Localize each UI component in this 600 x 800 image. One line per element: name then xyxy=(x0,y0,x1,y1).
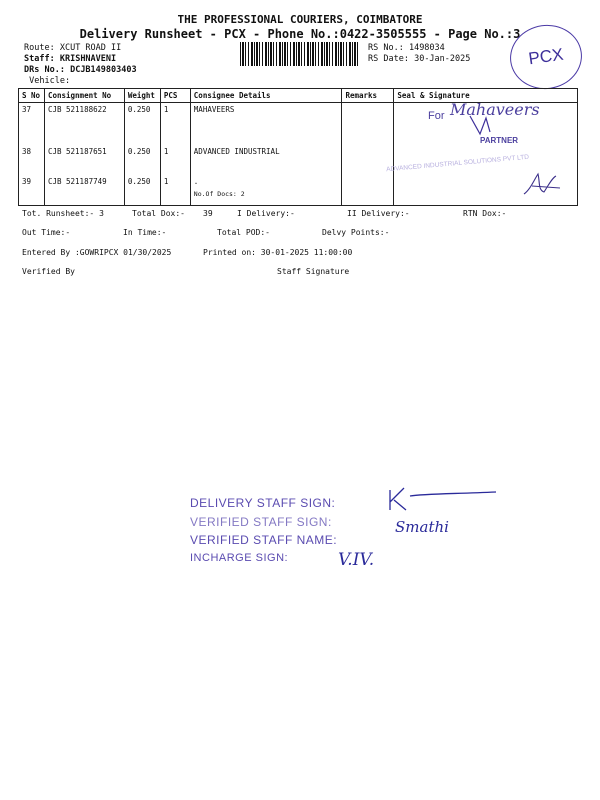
col-remarks: Remarks xyxy=(342,89,394,103)
col-consignment: Consignment No xyxy=(44,89,124,103)
delvy-points: Delvy Points:- xyxy=(322,228,390,237)
table-row: 37 CJB 521188622 0.250 1 MAHAVEERS xyxy=(19,103,578,146)
col-pcs: PCS xyxy=(160,89,190,103)
signature-icon xyxy=(520,170,565,198)
staff-name-handwritten: Smathi xyxy=(395,518,449,536)
incharge-handwritten: V.IV. xyxy=(338,550,375,570)
advanced-industrial-seal: ADVANCED INDUSTRIAL SOLUTIONS PVT LTD xyxy=(380,150,570,200)
signature-icon xyxy=(386,484,506,514)
total-dox: Total Dox:- xyxy=(132,209,185,218)
ii-delivery: II Delivery:- xyxy=(347,209,410,218)
total-dox-value: 39 xyxy=(203,209,213,218)
in-time: In Time:- xyxy=(123,228,167,237)
pcx-stamp: PCX xyxy=(506,20,586,93)
barcode xyxy=(240,42,360,66)
summary-line-1: Tot. Runsheet:- 3 xyxy=(22,209,104,218)
verification-stamp: DELIVERY STAFF SIGN: VERIFIED STAFF SIGN: VERIFIED STAFF NAME: INCHARGE SIGN: Smathi V.IV. xyxy=(190,490,510,580)
verified-by: Verified By xyxy=(22,267,75,276)
total-pod: Total POD:- xyxy=(217,228,270,237)
signature-icon xyxy=(468,112,508,138)
rs-info: RS No.: 1498034 RS Date: 30-Jan-2025 xyxy=(368,43,471,64)
table-row: 39 CJB 521187749 0.250 1 . No.Of Docs: 2 xyxy=(19,175,578,206)
company-title: THE PROFESSIONAL COURIERS, COIMBATORE xyxy=(177,13,423,26)
col-weight: Weight xyxy=(124,89,160,103)
rtn-dox: RTN Dox:- xyxy=(463,209,507,218)
i-delivery: I Delivery:- xyxy=(237,209,295,218)
printed-on: Printed on: 30-01-2025 11:00:00 xyxy=(203,248,353,257)
col-consignee: Consignee Details xyxy=(190,89,342,103)
runsheet-title: Delivery Runsheet - PCX - Phone No.:0422-3505555 - Page No.:3 xyxy=(79,27,521,41)
entered-by: Entered By :GOWRIPCX 01/30/2025 xyxy=(22,248,172,257)
mahaveers-seal: For Mahaveers PARTNER xyxy=(428,100,540,145)
route-info: Route: XCUT ROAD II Staff: KRISHNAVENI DRs No.: DCJB149803403 Vehicle: xyxy=(24,43,137,86)
staff-signature: Staff Signature xyxy=(277,267,350,276)
table-row: 38 CJB 521187651 0.250 1 ADVANCED INDUSTRIAL xyxy=(19,145,578,175)
col-sno: S No xyxy=(19,89,45,103)
col-seal: Seal & Signature xyxy=(394,89,578,103)
out-time: Out Time:- xyxy=(22,228,71,237)
